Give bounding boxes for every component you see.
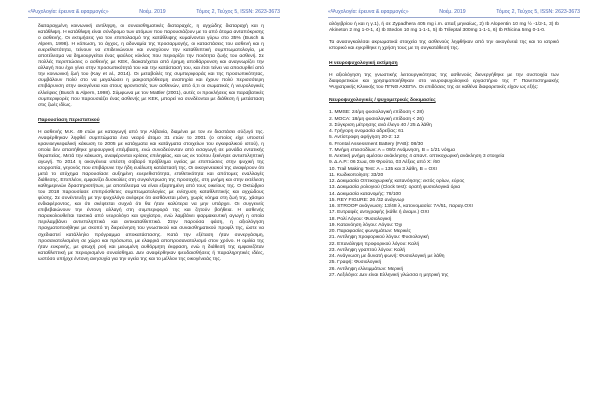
test-item: 6. Frontal Assessment Battery (FAB): 08/30 [329,141,424,147]
issue-date: Νοέμ. 2019 [139,9,166,15]
test-item: 17. Ευτραφές αντιγραφής (κάθε ή άναμν.) ΟΧΙ [329,210,429,216]
journal-title: «Ψυχολογία: έρευνα & εφαρμογές» [328,9,409,15]
journal-title: «Ψυχολογία: έρευνα & εφαρμογές» [28,9,109,15]
test-item: 20. Παραφασίες φωνημάτων: Μερικές [329,229,411,235]
tests-list [329,110,559,279]
case-paragraph: Η ασθενής Μ.Κ. 49 ετών με καταγωγή από την Αλβανία, διαμένει με τον εν διαστάσει σύζυγό της. Αναφέρθηκαν ληφθεί συμπτώματα ένα νεαρό άτομο 31 ετών το 2001 (ο οποίος είχε υποστεί κρανιοεγκεφαλική κάκωση το 2005 με κατάγματα και κατάγματα στοιχείων του εγκεφαλικού ιστού), η οποία δεν απαιτήθηκε χειρουργική επέμβαση, ενώ συνοδεύονταν από εισαγωγή σε μονάδα εντατικής θεραπείας. Μετά την κάκωση, αναφέρονται κρίσεις επιληψίας, και ως εκ τούτου ξεκίνησε αντιεπιληπτική αγωγή. Το 2014 η οικογένεια υπέστη σοβαρό πρόβλημα υγείας με επιπτώσεις στην ψυχική της ισορροπία, γεγονός που επιβάρυνε την ήδη ευάλωτη κατάστασή της. Οι οικογενειακοί της αναφέρουν ότι μετά το ατύχημα παρουσίασε αυξημένη ευερεθιστότητα, επιθετικότητα και απότομες εναλλαγές διάθεσης. Επιπλέον, εμφανίζει δυσκολίες στη συγκέντρωση της προσοχής, στη μνήμη και στην εκτέλεση καθημερινών δραστηριοτήτων, με αποτέλεσμα να είναι εξαρτημένη από τους οικείους της. Ο Οκτώβριο του 2018 παρουσίασε επιπρόσθετες συμπτωματολογίες με ενίσχυση καταθλιπτικής και αγχώδους φύσης. Σε συνέντευξη με την ψυχολόγο ανέφερε ότι αισθάνεται μόνη, χωρίς νόημα στη ζωή της, χάσιμο ενδιαφέροντος, και ότι σκέφτεται συχνά ότι θα ήταν καλύτερα να μην υπάρχει. Οι συγγενείς επιβεβαιώνουν την έντονη αλλαγή στη συμπεριφορά της και ζητούν βοήθεια. Η ασθενής παρακολουθείται τακτικά από νευρολόγο και ψυχίατρο, ενώ λαμβάνει φαρμακευτική αγωγή η οποία περιλαμβάνει αντιεπιληπτικά και αντικαταθλιπτικά. Στην παρούσα φάση, η αξιολόγηση πραγματοποιήθηκε με σκοπό τη διερεύνηση του γνωστικού και συναισθηματικού προφίλ της, ώστε να σχεδιαστεί κατάλληλο πρόγραμμα αποκατάστασης. Κατά την εξέταση ήταν συνεργάσιμη, προσανατολισμένη σε χώρο και πρόσωπα, με ελαφριά αποπροσανατολισμό στον χρόνο. Η ομιλία της ήταν ευκρινής, με φτωχή ροή και μειωμένη αυθόρμητη έκφραση, ενώ η διάθεσή της εμφανιζόταν καταθλιπτική με περιορισμένο συναίσθημα. Δεν αναφέρθηκαν ψευδαισθήσεις ή παραληρητικές ιδέες, ωστόσο υπήρχε έντονη ανησυχία για την υγεία της και το μέλλον της οικογένειάς της. [38,129,264,262]
left-running-header [28,9,280,15]
issue-date: Νοέμ. 2019 [439,9,466,15]
test-item: 9. Δ.Α.Ρ.: 06 Σωα, 09 Φρούτα, 03 Λέξεις από Χ: /60 [329,160,440,166]
right-body [329,22,559,407]
test-item: 12. Δοκιμασία Οπτικοχωρικής κατανόησης: εκτός ορίων, εύρος [329,179,465,185]
test-item: 3. Σύγκριση μέτρησης ανά έλεγο 40 / 25 Δ λάθη [329,122,432,128]
medication-paragraph: αλόγιβρίου ή και η γ.1), ή σε Zypadhera 405 mg i.m. απαξ μηνιαίως, 2) Ib Alopentin 10 mg ½ -1/2-1, 3) Ib Akineton 2 mg 1-0-1, 4) Ib Stedon 10 mg 1-1-1, 5) Ib Trileptal 300mg 1-1-1, 6) Ib Rhicina 5mg 0-1-0. [329,22,559,34]
header-rule [328,17,580,18]
test-item: 27. Λεξιλόγιο: Δεν είναι Ελληνική γλώσσα η μητρική της [329,272,449,278]
right-page [300,0,600,407]
test-item: 24. Ανάγνωση με δυνατή φωνή: Φυσιολογική με λάθη [329,254,445,260]
test-item: 2. MOCA: 18/μη φυσιολογική επίδοση < 26) [329,116,424,122]
test-item: 14. Δοκιμασία κατανομής: 78/100 [329,191,401,197]
test-item: 8. Λεκτική μνήμη αμέσου ανάκλησης 4 απαντ. οπτικοχωρική ανάκληση 3 στοιχεία [329,154,505,160]
test-item: 23. Αντίληψη γραπτού λόγου: Καλή [329,247,406,253]
tests-heading: Νευροψυχολογικές / ψυχομετρικές δοκιμασίες [329,98,436,104]
test-item: 21. Αντίληψη προφορικού λόγου: Φυσιολογική [329,235,429,241]
assessment-paragraph: Η αξιολόγηση της γνωστικής λειτουργικότητας της ασθενούς διενεργήθηκε με την συστοιχία των διαφορετικών και χρησιμοποιήθηκαν στο νευροψυχολογικό εργαστήριο της Γ' Πανεπιστημιακής Ψυχιατρικής Κλινικής του ΠΓΝΘ ΑΧΕΠΑ. Οι επιδόσεις της σε καθένα διαφορετικές είχαν ως εξής: [329,73,559,91]
consent-paragraph: Τα ανασυγκαλέσαι ακρωματικά στοιχεία της ασθενούς ληφθήκαν από την οικογένειά της και το ιατρικό ιστορικό και εγκρίθηκε η χρήση τους με τη συγκατάθεσή της. [329,40,559,52]
test-item: 13. Δοκιμασία ρολογιού (Clock test): ορατή φυσιολογικά όρια [329,185,461,191]
test-item: 22. Επανάληψη προφορικού λόγου: Καλή [329,241,420,247]
test-item: 4. Γρήγορη ονομασία αδρεξίας: 61 [329,129,404,135]
test-item: 16. STROOP ανάγνωση: 13/48 λ, κατονομασία: 7A/51, παραγ.OXI [329,204,473,210]
volume-info: Τόμος 2, Τεύχος 5, ISSN: 2623-3673 [496,9,580,15]
test-item: 18. Ρολί Λόγου: Φυσιολογική [329,216,392,222]
volume-info: Τόμος 2, Τεύχος 5, ISSN: 2623-3673 [196,9,280,15]
case-presentation-heading: Παρουσίαση περιστατικού [38,117,100,123]
intro-paragraph: διαταραγμένη κοινωνική αντίληψη, οι συναισθηματικές διαταραχές, η αγχώδης διαταραχή και η κατάθλιψη. Η κατάθλιψη είναι σύνδρομο των ατόμων που παρουσιάζουν με το από άτομα ανταπόκρισης ο ασθενής. Οι εκτιμήσεις για τον επιπολασμό της κατάθλιψης κυμαίνονται γύρω στο 35% (Busch & Alpern, 1998). Η κόπωση, το άγχος, η αδυναμία της προσαρμογής, οι καταστάσεις του ασθενή και η ευερεθιστότητα, τείνουν να επιδεινώνουν και ενισχύουν την καταθλιπτική συμπτωματολογία, με αποτέλεσμα να δημιουργείται ένας φαύλος κύκλος που περιορίζει την ποιότητα ζωής του ασθενή. Σε πολλές περιπτώσεις ο ασθενής με ΚΕΚ, διακατέχεται από έρημη αποθάρρυνση και αναγνωρίζει την αλλαγή που έχει γίνει στην προσωπικότητά του και την κατάστασή του, και έτσι τείνει να αποσυρθεί από την κοινωνική ζωή του (Kay et al., 2014). Οι μεταβολές της συμπεριφοράς και της προσωπικότητας, συμβάλουν πολύ στο να μεγαλώσει η μακροπρόθεσμη αναπηρία και έχουν πολύ περισσότερη επιβάρυνση στην οικογένεια και στους φροντιστές των ασθενών, από ό,τι οι σωματικές ή νευρολογικές ελλείψεις (Busch & Alpern, 1998). Σύμφωνα με τον Mattler (2001), αυτές οι προκλήσεις και παραβατικές συμπεριφορές που παρουσιάζει ένας ασθενής με ΚΕΚ, μπορεί να συνδέονται με διάθεση ή μετάσταση στις ζωές ιδίως. [38,24,264,108]
test-item: 1. MMSE: 24/μη φυσιολογική επίδοση < 28) [329,110,424,116]
test-item: 25. Γραφή: Φυσιολογική [329,260,382,266]
assessment-heading: Η νευροψυχολογική εκτίμηση [329,61,398,67]
test-item: 15. REY FIGURE: 26 /32 ανάγνωρ [329,197,405,203]
test-item: 11. Κωδικοποίηση: 33/20 [329,172,384,178]
test-item: 10. Trail Making Test: Α = 135 και 3 λάθη, Β = ΟΧΙ [329,166,437,172]
test-item: 5. Αντίστροφη αφήγηση 20-2: 12 [329,135,400,141]
left-body [38,24,264,407]
test-item: 26. Αντίληψη ελλειμμάτων: Μερική [329,266,404,272]
test-item: 7. Μνήμη επεισοδίων: Α = 09/2 Ανάμνηση, Β = 1/21 νόημα [329,147,455,153]
header-rule [28,17,280,18]
right-running-header [328,9,580,15]
test-item: 19. Κατανόηση λόγου: Λόγου: Όχι [329,222,403,228]
